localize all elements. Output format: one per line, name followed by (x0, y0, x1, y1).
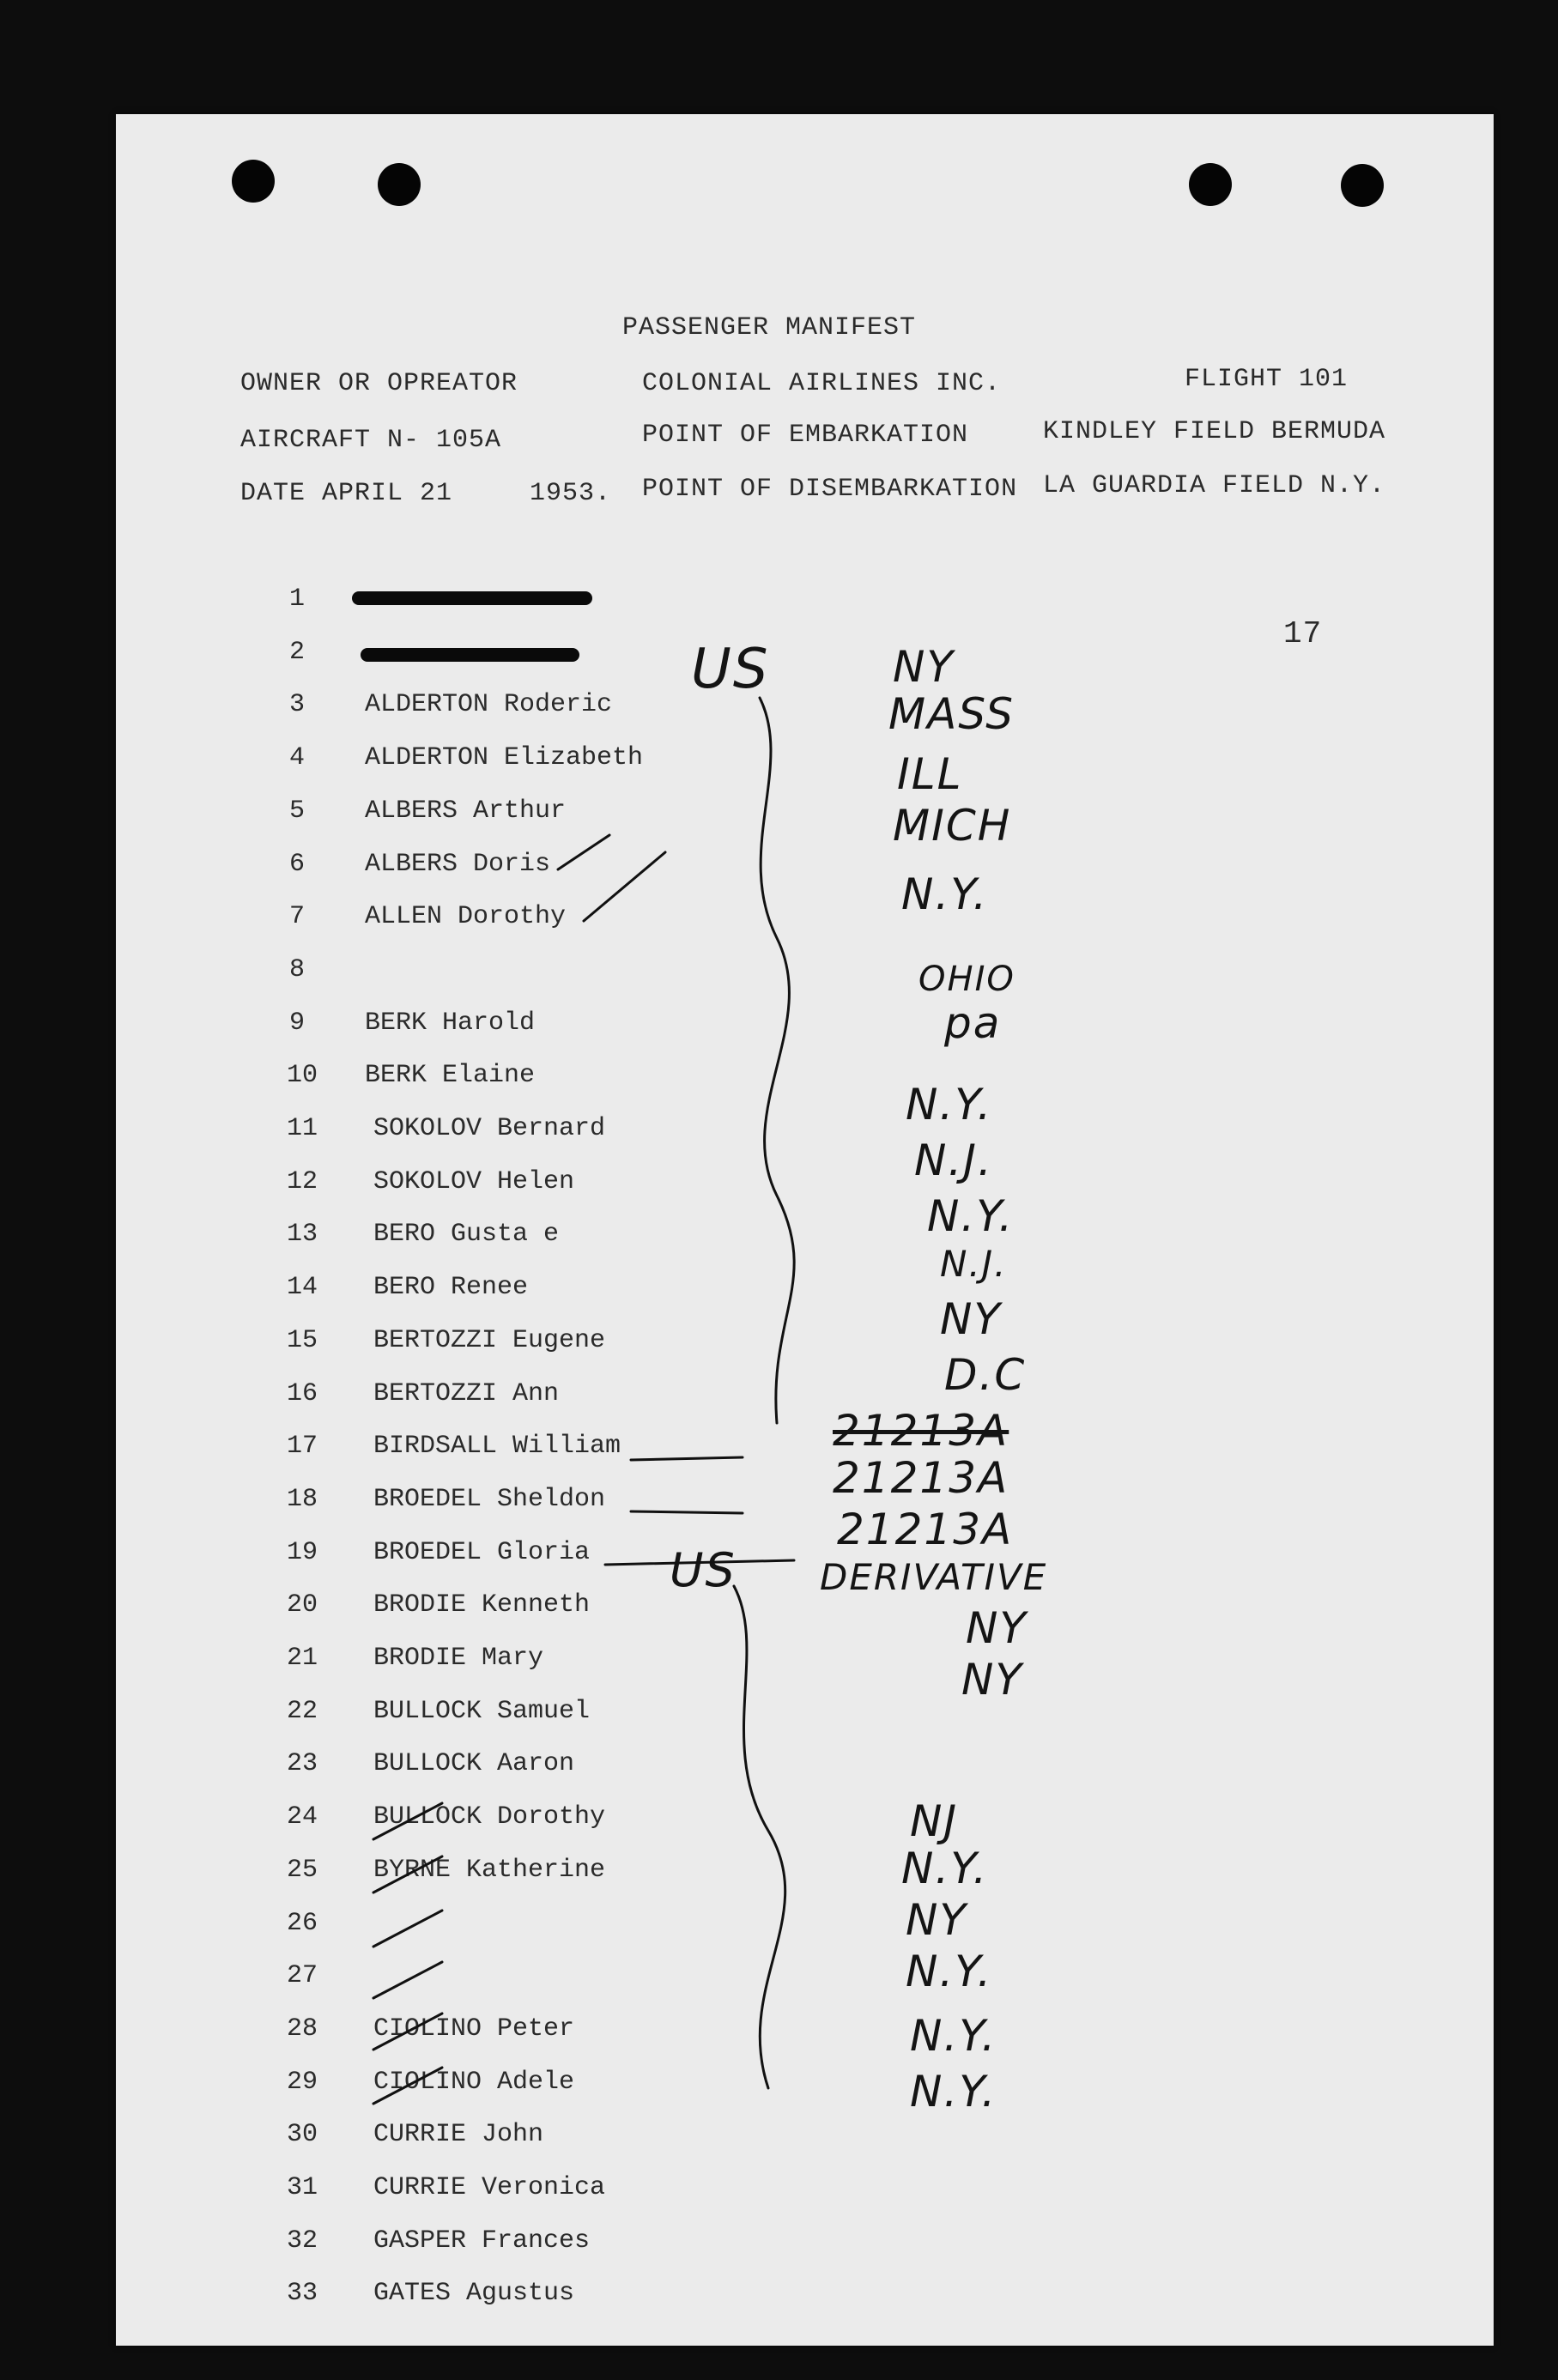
leader-line-21 (605, 1560, 794, 1565)
note-state-ny-9: NY (906, 1895, 967, 1945)
aircraft-number: AIRCRAFT N- 105A (240, 426, 502, 455)
passenger-name: CURRIE Veronica (373, 2173, 606, 2202)
note-state-ny-11: N.Y. (910, 2011, 997, 2061)
disembark-label: POINT OF DISEMBARKATION (642, 475, 1018, 504)
note-derivative: DERIVATIVE (820, 1556, 1048, 1598)
note-state-ny: NY (893, 642, 955, 692)
check-mark-29 (373, 1856, 442, 1892)
passenger-name: BROEDEL Gloria (373, 1537, 591, 1567)
passenger-number: 1 (288, 584, 305, 614)
note-state-mich: MICH (893, 801, 1012, 851)
check-mark-7 (584, 852, 665, 921)
passenger-name: BYRNE Katherine (373, 1855, 606, 1885)
passenger-name: ALDERTON Elizabeth (365, 743, 644, 773)
passenger-name: BERK Elaine (365, 1061, 536, 1091)
passenger-name: GATES Agustus (373, 2279, 575, 2309)
flight-date: DATE APRIL 21 (240, 479, 453, 508)
passenger-name: BULLOCK Dorothy (373, 1802, 606, 1832)
note-state-mass: MASS (888, 689, 1015, 739)
bracket-line-top (760, 698, 794, 1423)
passenger-name: ALLEN Dorothy (365, 902, 567, 932)
passenger-name: BULLOCK Samuel (373, 1696, 591, 1726)
passenger-name: CIOLINO Adele (373, 2067, 575, 2097)
passenger-name: ALBERS Arthur (365, 796, 567, 826)
note-state-ny-7: NY (961, 1655, 1023, 1705)
leader-line-19 (631, 1457, 743, 1460)
passenger-number: 19 (286, 1537, 318, 1567)
note-state-ny-8: N.Y. (901, 1844, 989, 1893)
passenger-number: 18 (286, 1484, 318, 1514)
page-number: 17 (1283, 616, 1323, 651)
passenger-number: 16 (286, 1378, 318, 1408)
note-state-ny-10: N.Y. (906, 1947, 993, 1996)
passenger-name: BROEDEL Sheldon (373, 1484, 606, 1514)
passenger-number: 21 (286, 1644, 318, 1673)
note-code-1: 21213A (833, 1453, 1009, 1503)
passenger-number: 6 (288, 849, 305, 879)
passenger-name: BRODIE Mary (373, 1644, 544, 1673)
passenger-number: 23 (286, 1749, 318, 1779)
passenger-number: 25 (286, 1855, 318, 1885)
note-state-ny-5: NY (940, 1294, 1002, 1344)
note-state-nj-2: N.J. (940, 1243, 1008, 1285)
passenger-number: 32 (286, 2226, 318, 2256)
passenger-number: 30 (286, 2120, 318, 2150)
passenger-number: 12 (286, 1166, 318, 1196)
note-state-ny-2: N.Y. (901, 869, 989, 919)
passenger-name: BIRDSALL William (373, 1432, 621, 1462)
passenger-name: ALBERS Doris (365, 849, 551, 879)
passenger-name: BRODIE Kenneth (373, 1590, 591, 1620)
note-state-ny-4: N.Y. (927, 1191, 1015, 1241)
passenger-number: 13 (286, 1220, 318, 1250)
check-mark-32 (373, 2014, 442, 2050)
pen-strokes (116, 114, 1494, 2346)
note-state-ohio: OHIO (918, 960, 1015, 999)
passenger-number: 22 (286, 1696, 318, 1726)
check-mark-31 (373, 1962, 442, 1998)
passenger-number: 31 (286, 2173, 318, 2202)
passenger-name: ALDERTON Roderic (365, 690, 613, 720)
flight-year: 1953. (530, 479, 612, 508)
passenger-name: SOKOLOV Helen (373, 1166, 575, 1196)
manifest-title: PASSENGER MANIFEST (622, 313, 917, 342)
passenger-number: 33 (286, 2279, 318, 2309)
passenger-name: CIOLINO Peter (373, 2014, 575, 2044)
note-state-ny-12: N.Y. (910, 2067, 997, 2117)
passenger-name: BERTOZZI Eugene (373, 1325, 606, 1355)
flight-number: FLIGHT 101 (1185, 365, 1349, 394)
passenger-name: BULLOCK Aaron (373, 1749, 575, 1779)
passenger-number: 28 (286, 2014, 318, 2044)
embark-value: KINDLEY FIELD BERMUDA (1043, 417, 1386, 446)
passenger-number: 15 (286, 1325, 318, 1355)
owner-label: OWNER OR OPREATOR (240, 369, 518, 398)
note-state-ny-3: N.Y. (906, 1080, 993, 1129)
embark-label: POINT OF EMBARKATION (642, 421, 969, 450)
passenger-number: 26 (286, 1908, 318, 1938)
passenger-number: 11 (286, 1114, 318, 1143)
note-code-2: 21213A (837, 1505, 1014, 1554)
passenger-number: 3 (288, 690, 305, 720)
passenger-name: SOKOLOV Bernard (373, 1114, 606, 1143)
passenger-number: 20 (286, 1590, 318, 1620)
passenger-number: 29 (286, 2067, 318, 2097)
passenger-name: BERTOZZI Ann (373, 1378, 560, 1408)
passenger-number: 17 (286, 1432, 318, 1462)
check-mark-30 (373, 1911, 442, 1947)
owner-value: COLONIAL AIRLINES INC. (642, 369, 1002, 398)
passenger-number: 4 (288, 743, 305, 773)
passenger-name: CURRIE John (373, 2120, 544, 2150)
note-state-nj: N.J. (914, 1135, 993, 1185)
note-state-nj-3: NJ (910, 1796, 959, 1846)
manifest-sheet (116, 114, 1494, 2346)
passenger-number: 14 (286, 1273, 318, 1303)
passenger-name: BERO Renee (373, 1273, 529, 1303)
disembark-value: LA GUARDIA FIELD N.Y. (1043, 471, 1386, 500)
passenger-number: 10 (286, 1061, 318, 1091)
note-state-ny-6: NY (966, 1603, 1028, 1653)
bracket-line-bottom (734, 1586, 785, 2088)
passenger-number: 7 (288, 902, 305, 932)
passenger-name: BERO Gusta e (373, 1220, 560, 1250)
note-state-dc: D.C (944, 1350, 1027, 1400)
check-mark-6 (558, 835, 609, 869)
passenger-number: 8 (288, 954, 305, 984)
passenger-name: GASPER Frances (373, 2226, 591, 2256)
passenger-number: 2 (288, 637, 305, 667)
passenger-number: 5 (288, 796, 305, 826)
note-state-ill: ILL (897, 749, 963, 799)
check-mark-33 (373, 2068, 442, 2104)
note-code-struck: 21213A (833, 1406, 1009, 1456)
passenger-number: 24 (286, 1802, 318, 1832)
check-mark-28 (373, 1803, 442, 1839)
passenger-number: 9 (288, 1008, 305, 1038)
note-us-top: US (691, 638, 770, 701)
passenger-name: BERK Harold (365, 1008, 536, 1038)
note-us-bottom: US (670, 1543, 737, 1597)
leader-line-20 (631, 1511, 743, 1513)
passenger-number: 27 (286, 1961, 318, 1991)
note-state-pa: pa (944, 998, 1002, 1048)
